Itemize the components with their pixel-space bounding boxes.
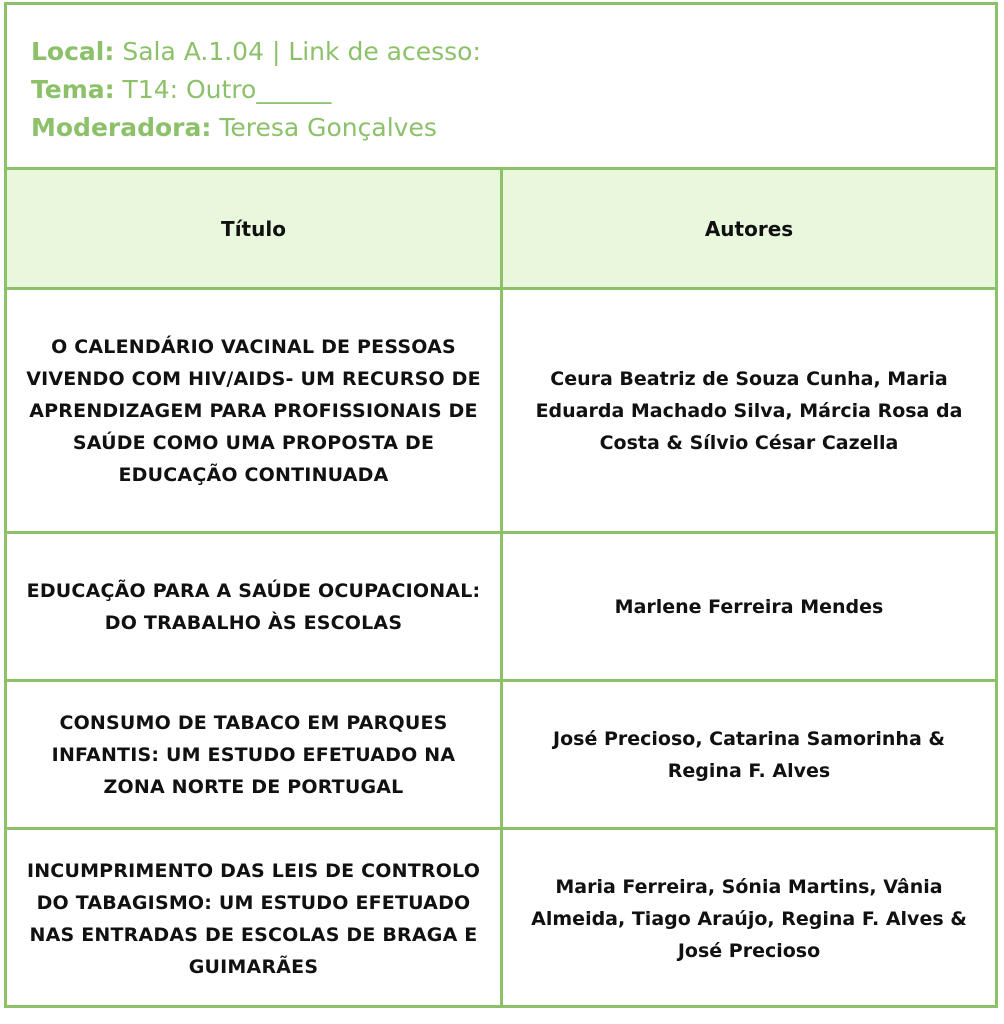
- table-row: [7, 534, 995, 682]
- moderadora-line: [31, 109, 995, 147]
- table-row: [7, 290, 995, 534]
- column-header-autores: Autores: [704, 216, 794, 241]
- presentation-authors: Maria Ferreira, Sónia Martins, Vânia Almeida, Tiago Araújo, Regina F. Alves & José Precioso: [531, 876, 967, 962]
- presentation-authors: Marlene Ferreira Mendes: [614, 595, 884, 618]
- table-header-row: [7, 170, 995, 290]
- presentations-table: [7, 170, 995, 1008]
- local-line: [31, 33, 995, 71]
- presentation-title: O CALENDÁRIO VACINAL DE PESSOAS VIVENDO COM HIV/AIDS- UM RECURSO DE APRENDIZAGEM PARA PROFISSIONAIS DE SAÚDE COMO UMA PROPOSTA DE EDUCAÇÃO CONTINUADA: [7, 290, 503, 531]
- session-info: [7, 5, 995, 170]
- presentation-authors: Ceura Beatriz de Souza Cunha, Maria Eduarda Machado Silva, Márcia Rosa da Costa & Sílvio César Cazella: [535, 367, 963, 454]
- column-header-titulo: Título: [7, 170, 503, 287]
- local-label: Local:: [31, 37, 115, 66]
- presentation-title: EDUCAÇÃO PARA A SAÚDE OCUPACIONAL: DO TRABALHO ÀS ESCOLAS: [7, 534, 503, 679]
- tema-value: T14: Outro______: [114, 75, 332, 104]
- moderadora-label: Moderadora:: [31, 113, 212, 142]
- tema-line: [31, 71, 995, 109]
- moderadora-value: Teresa Gonçalves: [211, 113, 437, 142]
- presentation-title: CONSUMO DE TABACO EM PARQUES INFANTIS: UM ESTUDO EFETUADO NA ZONA NORTE DE PORTUGAL: [7, 682, 503, 827]
- tema-label: Tema:: [31, 75, 115, 104]
- presentation-title: INCUMPRIMENTO DAS LEIS DE CONTROLO DO TABAGISMO: UM ESTUDO EFETUADO NAS ENTRADAS DE ESCOLAS DE BRAGA E GUIMARÃES: [7, 830, 503, 1008]
- presentation-authors: José Precioso, Catarina Samorinha & Regina F. Alves: [553, 727, 945, 782]
- session-card: [4, 2, 998, 1008]
- local-value: Sala A.1.04 | Link de acesso:: [114, 37, 481, 66]
- table-row: [7, 682, 995, 830]
- table-row: [7, 830, 995, 1008]
